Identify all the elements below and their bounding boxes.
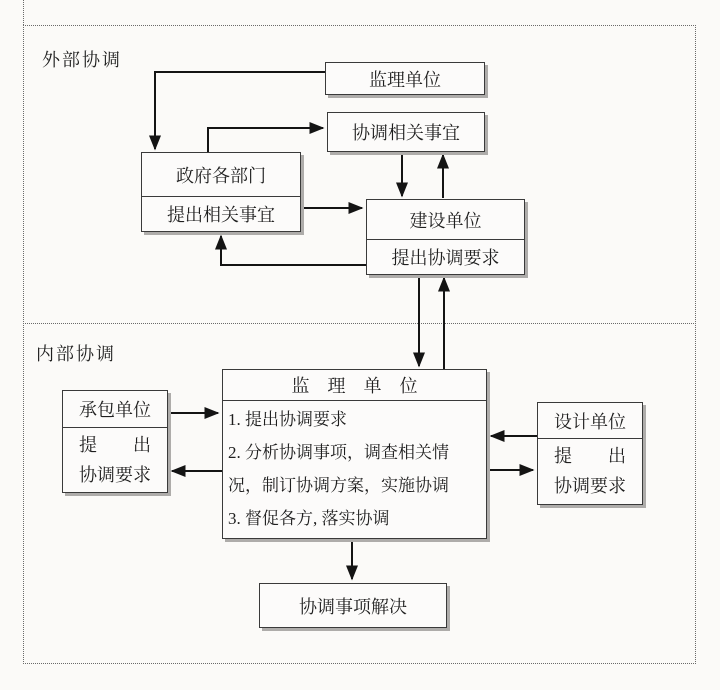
arrow-government-to-coordinate-matters — [208, 128, 323, 152]
designer-request-line2: 协调要求 — [554, 476, 626, 496]
government-subtitle-row — [142, 196, 300, 230]
contractor-request-row — [63, 427, 167, 491]
external-supervision-unit-label: 监理单位 — [369, 69, 441, 90]
construction-subtitle-row — [367, 239, 524, 273]
arrow-supervision-to-government — [155, 72, 325, 149]
government-title-row — [142, 153, 300, 196]
coordinate-matters-box — [327, 112, 485, 152]
government-departments-box — [141, 152, 301, 232]
designer-request-line1: 提 出 — [554, 446, 626, 466]
construction-unit-box — [366, 199, 525, 275]
internal-supervision-unit-box — [222, 369, 487, 539]
construction-title: 建设单位 — [409, 210, 482, 231]
designer-request-row — [538, 438, 642, 503]
task-item-1: 1. 提出协调要求 — [228, 410, 347, 429]
coordinate-matters-label: 协调相关事宜 — [352, 123, 460, 143]
contractor-title: 承包单位 — [79, 400, 151, 420]
designer-box — [537, 402, 643, 505]
internal-supervision-title — [223, 370, 486, 401]
construction-title-row — [367, 200, 524, 239]
external-section-label: 外部协调 — [42, 50, 122, 70]
task-item-2: 2. 分析协调事项，调查相关情况，制订协调方案，实施协调 — [228, 443, 449, 495]
construction-subtitle: 提出协调要求 — [391, 247, 500, 268]
contractor-title-row — [63, 391, 167, 427]
external-supervision-unit-box — [325, 62, 485, 95]
contractor-request-line2: 协调要求 — [79, 464, 151, 485]
resolved-box — [259, 583, 447, 628]
internal-supervision-title-text: 监 理 单 位 — [291, 376, 418, 396]
designer-title: 设计单位 — [554, 411, 626, 432]
resolved-label: 协调事项解决 — [299, 596, 407, 617]
government-subtitle: 提出相关事宜 — [167, 204, 275, 225]
contractor-box — [62, 390, 168, 493]
internal-supervision-task-list — [223, 401, 486, 535]
government-title: 政府各部门 — [176, 165, 266, 186]
arrow-construction-to-government — [221, 236, 366, 265]
contractor-request-line1: 提 出 — [79, 434, 151, 455]
task-item-3: 3. 督促各方, 落实协调 — [228, 509, 390, 528]
internal-section-label: 内部协调 — [36, 344, 116, 364]
designer-title-row — [538, 403, 642, 438]
